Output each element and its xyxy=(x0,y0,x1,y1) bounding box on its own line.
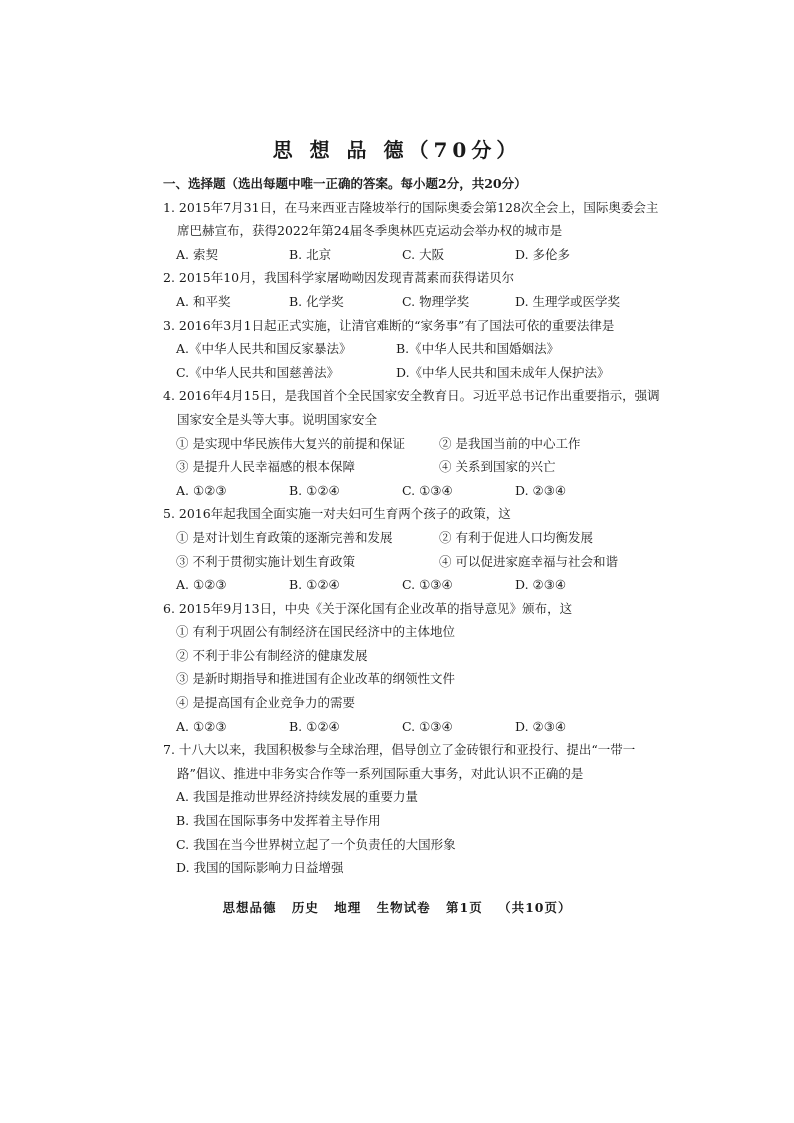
question-7 xyxy=(163,738,663,880)
option-b: B. 我国在国际事务中发挥着主导作用 xyxy=(176,813,381,829)
footer-subject: 思想品德 xyxy=(222,900,277,915)
option-row xyxy=(163,573,663,597)
question-stem: 1. 2015年7月31日，在马来西亚吉隆坡举行的国际奥委会第128次全会上，国际奥委会主席巴赫宣布，获得2022年第24届冬季奥林匹克运动会举办权的城市是 xyxy=(163,199,659,239)
page-title: 思 想 品 德（70分） xyxy=(272,138,522,162)
footer-total-pages: （共10页） xyxy=(498,900,572,915)
statement-1: ① 是对计划生育政策的逐渐完善和发展 xyxy=(176,529,393,545)
question-6 xyxy=(163,597,663,739)
statement-4: ④ 关系到国家的兴亡 xyxy=(439,459,556,475)
option-d: D. 生理学或医学奖 xyxy=(515,293,621,309)
option-c: C. ①③④ xyxy=(402,577,453,593)
option-row xyxy=(163,361,663,385)
section-heading: 一、选择题（选出每题中唯一正确的答案。每小题2分，共20分） xyxy=(163,176,527,191)
option-a: A. ①②③ xyxy=(176,577,227,593)
statement-2: ② 不利于非公有制经济的健康发展 xyxy=(176,647,368,663)
question-4 xyxy=(163,384,663,502)
option-a: A. 索契 xyxy=(176,246,218,262)
option-d: D. ②③④ xyxy=(515,577,567,593)
question-stem: 5. 2016年起我国全面实施一对夫妇可生育两个孩子的政策，这 xyxy=(163,506,511,522)
option-a: A. 我国是推动世界经济持续发展的重要力量 xyxy=(176,789,418,805)
option-b: B. ①②④ xyxy=(289,577,340,593)
question-2 xyxy=(163,266,663,313)
statement-1: ① 有利于巩固公有制经济在国民经济中的主体地位 xyxy=(176,624,455,640)
option-c: C. 物理学奖 xyxy=(402,293,470,309)
option-c: C. 大阪 xyxy=(402,246,445,262)
footer-subject: 地理 xyxy=(334,900,362,915)
statement-2: ② 是我国当前的中心工作 xyxy=(439,435,581,451)
question-1 xyxy=(163,196,663,267)
option-b: B.《中华人民共和国婚姻法》 xyxy=(396,341,560,357)
question-stem: 7. 十八大以来，我国积极参与全球治理，倡导创立了金砖银行和亚投行、提出“一带一路”倡议、推进中非务实合作等一系列国际重大事务，对此认识不正确的是 xyxy=(163,742,636,781)
option-row xyxy=(163,290,663,314)
statement-2: ② 有利于促进人口均衡发展 xyxy=(439,529,593,545)
page-footer xyxy=(0,898,794,916)
question-5 xyxy=(163,502,663,596)
statement-4: ④ 可以促进家庭幸福与社会和谐 xyxy=(439,553,618,569)
option-b: B. ①②④ xyxy=(289,718,340,734)
option-d: D. ②③④ xyxy=(515,718,567,734)
option-d: D. ②③④ xyxy=(515,482,567,498)
option-b: B. ①②④ xyxy=(289,482,340,498)
option-c: C. ①③④ xyxy=(402,482,453,498)
statement-4: ④ 是提高国有企业竞争力的需要 xyxy=(176,695,355,711)
question-list xyxy=(163,172,663,880)
option-c: C. ①③④ xyxy=(402,718,453,734)
statement-row xyxy=(163,550,663,574)
option-d: D.《中华人民共和国未成年人保护法》 xyxy=(396,364,610,380)
statement-row xyxy=(163,455,663,479)
statement-3: ③ 不利于贯彻实施计划生育政策 xyxy=(176,553,355,569)
question-stem: 4. 2016年4月15日，是我国首个全民国家安全教育日。习近平总书记作出重要指示，强调国家安全是头等大事。说明国家安全 xyxy=(163,388,660,427)
option-d: D. 多伦多 xyxy=(515,246,571,262)
statement-1: ① 是实现中华民族伟大复兴的前提和保证 xyxy=(176,435,405,451)
option-a: A. ①②③ xyxy=(176,718,227,734)
option-row xyxy=(163,715,663,739)
question-stem: 3. 2016年3月1日起正式实施，让清官难断的“家务事”有了国法可依的重要法律是 xyxy=(163,317,615,333)
option-row xyxy=(163,479,663,503)
statement-row xyxy=(163,432,663,456)
option-a: A.《中华人民共和国反家暴法》 xyxy=(176,341,352,357)
statement-row xyxy=(163,526,663,550)
option-row xyxy=(163,337,663,361)
option-c: C. 我国在当今世界树立起了一个负责任的大国形象 xyxy=(176,836,456,852)
option-b: B. 北京 xyxy=(289,246,332,262)
footer-subject: 生物试卷 xyxy=(376,900,431,915)
option-b: B. 化学奖 xyxy=(289,293,344,309)
footer-subject: 历史 xyxy=(291,900,319,915)
question-stem: 2. 2015年10月，我国科学家屠呦呦因发现青蒿素而获得诺贝尔 xyxy=(163,270,515,286)
statement-3: ③ 是新时期指导和推进国有企业改革的纲领性文件 xyxy=(176,671,455,687)
statement-3: ③ 是提升人民幸福感的根本保障 xyxy=(176,459,355,475)
footer-page-number: 第1页 xyxy=(446,900,483,915)
option-row xyxy=(163,243,663,267)
option-d: D. 我国的国际影响力日益增强 xyxy=(176,860,344,876)
option-a: A. ①②③ xyxy=(176,482,227,498)
option-a: A. 和平奖 xyxy=(176,293,231,309)
question-3 xyxy=(163,314,663,385)
option-c: C.《中华人民共和国慈善法》 xyxy=(176,364,340,380)
question-stem: 6. 2015年9月13日，中央《关于深化国有企业改革的指导意见》颁布，这 xyxy=(163,600,573,616)
